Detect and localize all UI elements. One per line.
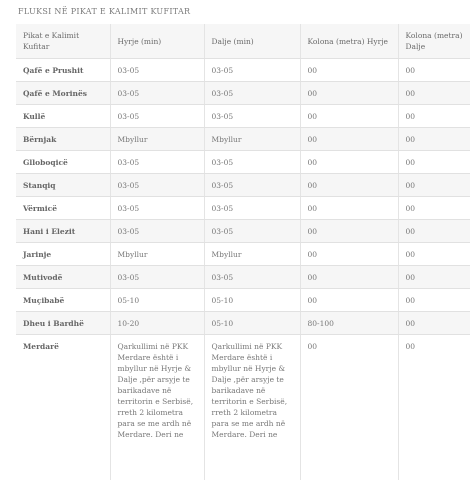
entry-note: Qarkullimi në PKK Merdare është i mbyllur në Hyrje & Dalje ,për arsyje te barikadave në territorin e Serbisë, rreth 2 kilometra para se me ardh në Merdare. Deri ne [110, 335, 204, 480]
column-header-queue-entry: Kolona (metra) Hyrje [300, 24, 398, 59]
table-row [16, 59, 470, 82]
table-row [16, 128, 470, 151]
entry-time: 03-05 [110, 266, 204, 289]
column-header-queue-exit: Kolona (metra) Dalje [398, 24, 470, 59]
queue-entry: 00 [300, 197, 398, 220]
column-header-exit: Dalje (min) [204, 24, 300, 59]
table-row [16, 105, 470, 128]
crossing-name: Vërmicë [16, 197, 110, 220]
exit-time: 03-05 [204, 59, 300, 82]
entry-time: Mbyllur [110, 243, 204, 266]
table-row [16, 266, 470, 289]
queue-entry: 00 [300, 174, 398, 197]
exit-time: 03-05 [204, 105, 300, 128]
crossing-name: Hani i Elezit [16, 220, 110, 243]
queue-entry: 00 [300, 266, 398, 289]
exit-time: 03-05 [204, 151, 300, 174]
crossing-name: Merdarë [16, 335, 110, 480]
table-row [16, 312, 470, 335]
crossing-name: Kullë [16, 105, 110, 128]
table-row [16, 151, 470, 174]
queue-entry: 00 [300, 105, 398, 128]
entry-time: 03-05 [110, 105, 204, 128]
entry-time: Mbyllur [110, 128, 204, 151]
entry-time: 10-20 [110, 312, 204, 335]
crossing-name: Muçibabë [16, 289, 110, 312]
queue-exit: 00 [398, 220, 470, 243]
table-row [16, 220, 470, 243]
exit-time: 05-10 [204, 312, 300, 335]
exit-time: 03-05 [204, 266, 300, 289]
table-row [16, 174, 470, 197]
table-row [16, 243, 470, 266]
queue-exit: 00 [398, 59, 470, 82]
exit-note: Qarkullimi në PKK Merdare është i mbyllur në Hyrje & Dalje ,për arsyje te barikadave në territorin e Serbisë, rreth 2 kilometra para se me ardh në Merdare. Deri ne [204, 335, 300, 480]
queue-exit: 00 [398, 128, 470, 151]
table-row-merdare [16, 335, 470, 480]
section-heading: FLUKSI NË PIKAT E KALIMIT KUFITAR [18, 7, 191, 16]
queue-exit: 00 [398, 174, 470, 197]
exit-time: 03-05 [204, 174, 300, 197]
table-row [16, 289, 470, 312]
column-header-crossing: Pikat e Kalimit Kufitar [16, 24, 110, 59]
queue-entry: 80-100 [300, 312, 398, 335]
queue-entry: 00 [300, 128, 398, 151]
queue-exit: 00 [398, 312, 470, 335]
entry-time: 03-05 [110, 59, 204, 82]
queue-exit: 00 [398, 335, 470, 480]
crossing-name: Qafë e Prushit [16, 59, 110, 82]
table-header-row [16, 24, 470, 59]
queue-entry: 00 [300, 59, 398, 82]
table-row [16, 82, 470, 105]
queue-exit: 00 [398, 197, 470, 220]
entry-time: 05-10 [110, 289, 204, 312]
crossing-name: Dheu i Bardhë [16, 312, 110, 335]
queue-entry: 00 [300, 289, 398, 312]
queue-entry: 00 [300, 335, 398, 480]
entry-time: 03-05 [110, 197, 204, 220]
queue-entry: 00 [300, 220, 398, 243]
crossing-name: Glloboqicë [16, 151, 110, 174]
crossing-name: Mutivodë [16, 266, 110, 289]
entry-time: 03-05 [110, 151, 204, 174]
queue-entry: 00 [300, 243, 398, 266]
exit-time: 03-05 [204, 220, 300, 243]
entry-time: 03-05 [110, 174, 204, 197]
queue-exit: 00 [398, 82, 470, 105]
crossing-name: Jarinje [16, 243, 110, 266]
queue-exit: 00 [398, 243, 470, 266]
queue-exit: 00 [398, 151, 470, 174]
queue-exit: 00 [398, 105, 470, 128]
entry-time: 03-05 [110, 220, 204, 243]
table-row [16, 197, 470, 220]
crossing-name: Bërnjak [16, 128, 110, 151]
exit-time: Mbyllur [204, 128, 300, 151]
entry-time: 03-05 [110, 82, 204, 105]
exit-time: 03-05 [204, 197, 300, 220]
exit-time: 03-05 [204, 82, 300, 105]
exit-time: Mbyllur [204, 243, 300, 266]
queue-entry: 00 [300, 151, 398, 174]
queue-exit: 00 [398, 289, 470, 312]
crossing-name: Qafë e Morinës [16, 82, 110, 105]
border-flow-table [16, 24, 470, 480]
exit-time: 05-10 [204, 289, 300, 312]
crossing-name: Stanqiq [16, 174, 110, 197]
queue-exit: 00 [398, 266, 470, 289]
queue-entry: 00 [300, 82, 398, 105]
column-header-entry: Hyrje (min) [110, 24, 204, 59]
